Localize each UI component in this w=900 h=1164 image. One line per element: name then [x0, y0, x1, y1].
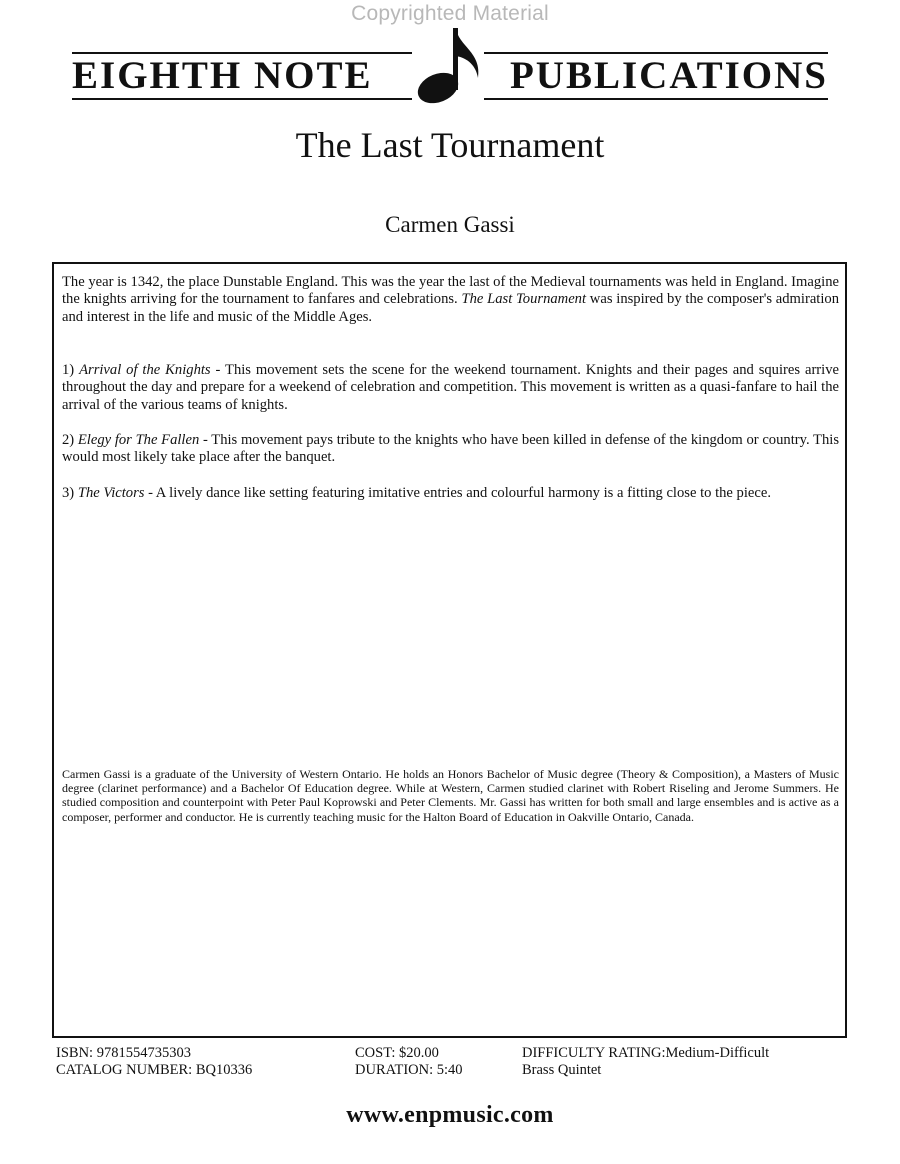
masthead-rule-bottom-right: [484, 98, 828, 100]
catalog-number: CATALOG NUMBER: BQ10336: [56, 1062, 253, 1078]
intro-paragraph: The year is 1342, the place Dunstable England. This was the year the last of the Medieval tournaments was held in England. Imagine the knights arriving for the tournament to fanfares and celebrations. The Last Tournament was inspired by the composer's admiration and interest in the life and music of the Middle Ages.: [62, 274, 839, 325]
composer-name: Carmen Gassi: [385, 212, 515, 237]
publisher-masthead: [72, 22, 828, 106]
movement-2-paragraph: 2) Elegy for The Fallen - This movement pays tribute to the knights who have been killed in defense of the kingdom or country. This would most likely take place after the banquet.: [62, 432, 839, 466]
masthead-rule-bottom-left: [72, 98, 412, 100]
publisher-name-right: PUBLICATIONS: [509, 54, 828, 97]
duration: DURATION: 5:40: [355, 1062, 463, 1078]
copyright-watermark: Copyrighted Material: [351, 2, 549, 25]
movement-2-name: Elegy for The Fallen: [77, 432, 200, 448]
movement-3-paragraph: 3) The Victors - A lively dance like setting featuring imitative entries and colourful harmony is a fitting close to the piece.: [62, 485, 771, 501]
composer-bio: Carmen Gassi is a graduate of the University of Western Ontario. He holds an Honors Bachelor of Music degree (Theory & Composition), a Masters of Music degree (clarinet performance) and a Bachelor Of Education degree. While at Western, Carmen studied clarinet with Robert Riseling and Jerome Summers. He studied composition and counterpoint with Peter Paul Koprowski and Peter Clements. Mr. Gassi has written for both small and large ensembles and is active as a composer, performer and conductor. He is currently teaching music for the Halton Board of Education in Oakville Ontario, Canada.: [62, 767, 839, 824]
ensemble-type: Brass Quintet: [522, 1062, 602, 1078]
eighth-note-icon: [412, 22, 492, 106]
website-link[interactable]: www.enpmusic.com: [346, 1102, 554, 1128]
movement-1-name: Arrival of the Knights: [79, 362, 211, 378]
isbn: ISBN: 9781554735303: [56, 1045, 191, 1061]
cost: COST: $20.00: [355, 1045, 439, 1061]
page-title: The Last Tournament: [295, 125, 605, 165]
difficulty-rating: DIFFICULTY RATING:Medium-Difficult: [522, 1045, 770, 1061]
publisher-name-left: EIGHTH NOTE: [72, 54, 373, 97]
description-box: [52, 262, 847, 1038]
movement-3-name: The Victors: [77, 485, 145, 501]
movement-1-paragraph: 1) Arrival of the Knights - This movement sets the scene for the weekend tournament. Knights and their pages and squires arrive throughout the day and prepare for a weekend of celebration and competition. This movement is written as a quasi-fanfare to hail the arrival of the various teams of knights.: [62, 362, 839, 413]
